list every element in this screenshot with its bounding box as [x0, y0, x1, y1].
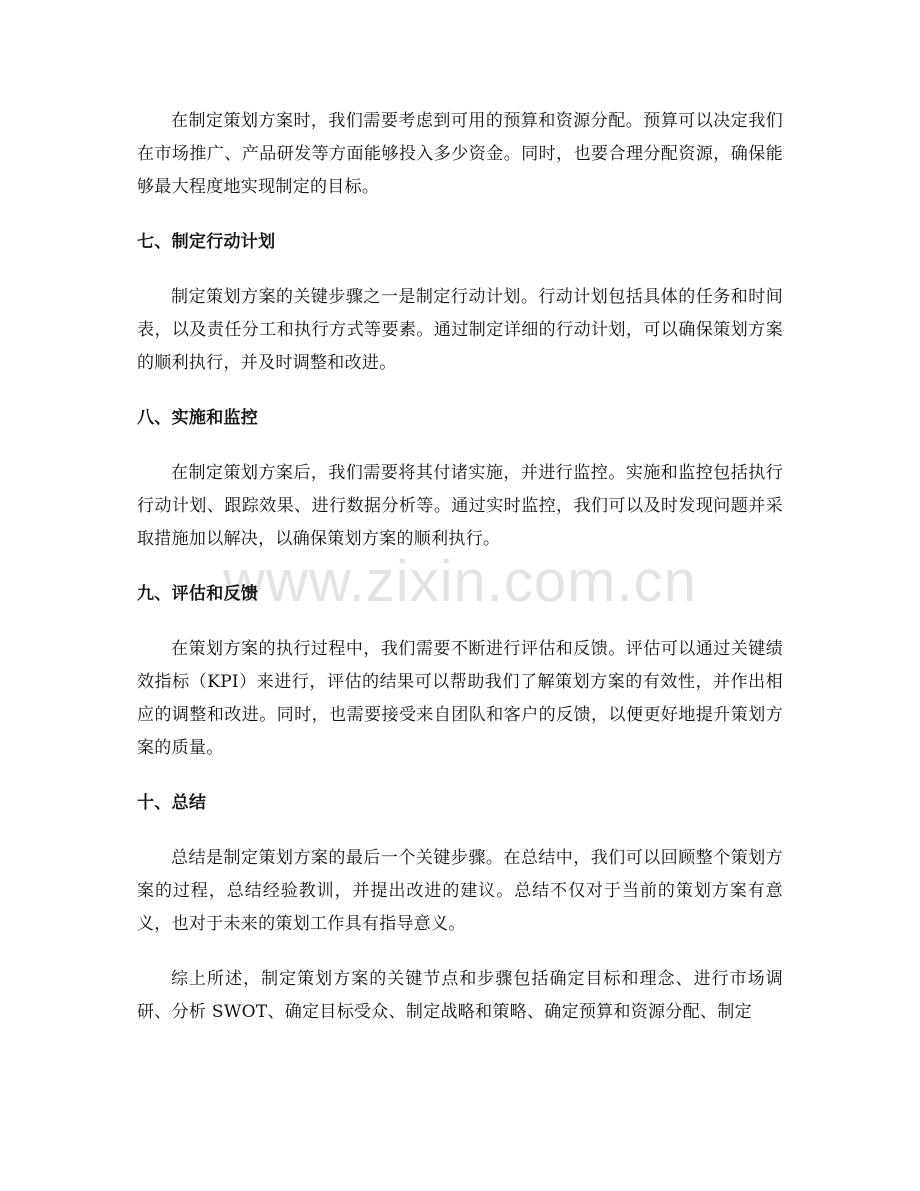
paragraph-action-plan: 制定策划方案的关键步骤之一是制定行动计划。行动计划包括具体的任务和时间表，以及责任分工和执行方式等要素。通过制定详细的行动计划，可以确保策划方案的顺利执行，并及时调整和改进。 [137, 287, 783, 373]
heading-summary: 十、总结 [137, 793, 207, 813]
heading-implementation: 八、实施和监控 [137, 408, 259, 428]
paragraph-implementation: 在制定策划方案后，我们需要将其付诸实施，并进行监控。实施和监控包括执行行动计划、跟踪效果、进行数据分析等。通过实时监控，我们可以及时发现问题并采取措施加以解决，以确保策划方案的顺利执行。 [137, 463, 783, 549]
paragraph-evaluation: 在策划方案的执行过程中，我们需要不断进行评估和反馈。评估可以通过关键绩效指标（KPI）来进行，评估的结果可以帮助我们了解策划方案的有效性，并作出相应的调整和改进。同时，也需要接受来自团队和客户的反馈，以便更好地提升策划方案的质量。 [137, 639, 783, 758]
watermark-text: www.zixin.com.cn [223, 549, 697, 614]
heading-evaluation: 九、评估和反馈 [137, 584, 259, 604]
paragraph-summary: 总结是制定策划方案的最后一个关键步骤。在总结中，我们可以回顾整个策划方案的过程，总结经验教训，并提出改进的建议。总结不仅对于当前的策划方案有意义，也对于未来的策划工作具有指导意义。 [137, 848, 783, 934]
paragraph-conclusion: 综上所述，制定策划方案的关键节点和步骤包括确定目标和理念、进行市场调研、分析 SWOT、确定目标受众、制定战略和策略、确定预算和资源分配、制定 [137, 969, 783, 1022]
heading-action-plan: 七、制定行动计划 [137, 232, 276, 252]
paragraph-budget: 在制定策划方案时，我们需要考虑到可用的预算和资源分配。预算可以决定我们在市场推广、产品研发等方面能够投入多少资金。同时，也要合理分配资源，确保能够最大程度地实现制定的目标。 [137, 111, 783, 197]
document-body [137, 105, 783, 1029]
